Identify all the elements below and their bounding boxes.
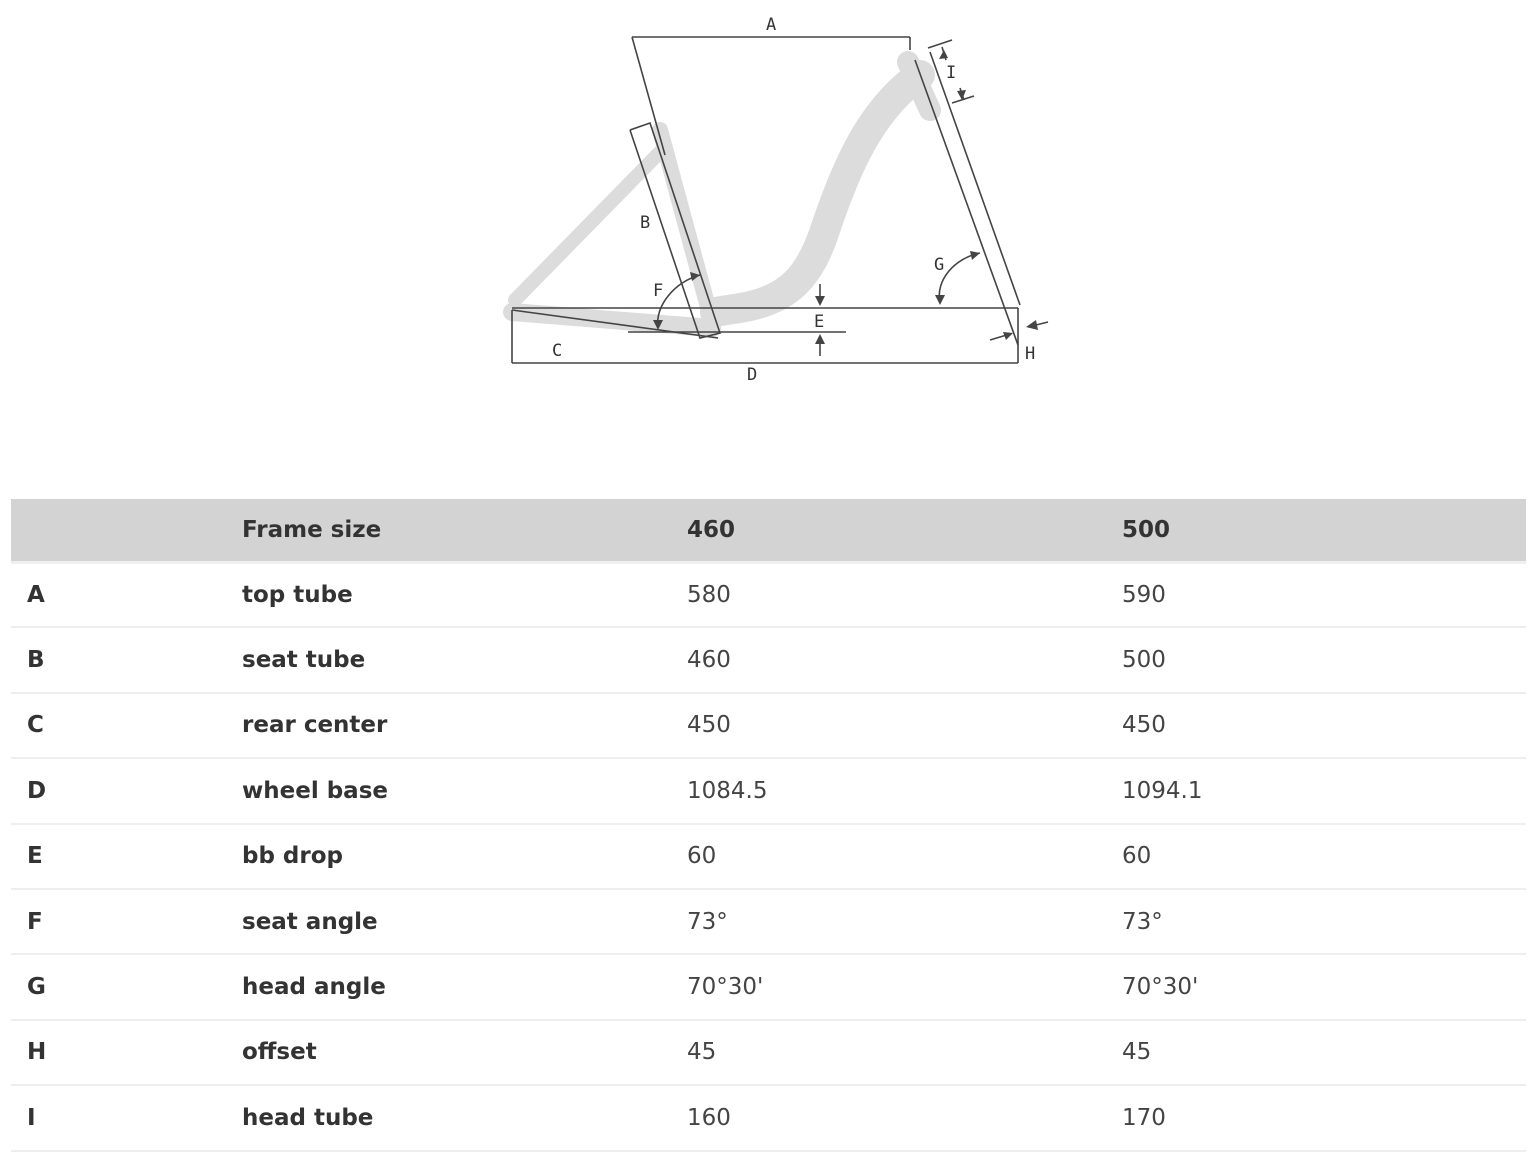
diagram-label-g: G <box>934 255 945 275</box>
row-value-500: 73° <box>1106 889 1526 954</box>
row-name: bb drop <box>226 824 671 889</box>
row-value-460: 580 <box>671 562 1106 627</box>
row-value-460: 70°30' <box>671 954 1106 1019</box>
diagram-label-a: A <box>766 15 777 35</box>
row-value-460: 160 <box>671 1085 1106 1150</box>
geometry-table <box>11 499 1526 1152</box>
row-name: top tube <box>226 562 671 627</box>
row-key: G <box>11 954 226 1019</box>
row-name: head angle <box>226 954 671 1019</box>
table-row <box>11 562 1526 627</box>
frame-silhouette <box>512 62 930 328</box>
row-value-500: 590 <box>1106 562 1526 627</box>
row-key: E <box>11 824 226 889</box>
row-key: I <box>11 1085 226 1150</box>
seat-tube-shape <box>660 130 712 322</box>
row-value-500: 45 <box>1106 1020 1526 1085</box>
header-size-460: 460 <box>671 499 1106 562</box>
diagram-label-d: D <box>747 365 758 385</box>
row-value-460: 60 <box>671 824 1106 889</box>
diagram-label-c: C <box>552 341 563 361</box>
row-value-460: 450 <box>671 693 1106 758</box>
diagram-label-b: B <box>640 213 651 233</box>
row-key: C <box>11 693 226 758</box>
diagram-label-e: E <box>814 312 825 332</box>
row-key: B <box>11 627 226 692</box>
row-key: F <box>11 889 226 954</box>
table-row <box>11 1020 1526 1085</box>
row-value-500: 450 <box>1106 693 1526 758</box>
row-value-500: 60 <box>1106 824 1526 889</box>
diagram-label-f: F <box>653 281 664 301</box>
row-name: wheel base <box>226 758 671 823</box>
diagram-label-h: H <box>1025 344 1036 364</box>
diagram-label-i: I <box>946 63 957 83</box>
table-row <box>11 824 1526 889</box>
header-size-500: 500 <box>1106 499 1526 562</box>
frame-geometry-svg <box>0 0 1540 420</box>
row-value-500: 170 <box>1106 1085 1526 1150</box>
row-key: A <box>11 562 226 627</box>
table-row <box>11 889 1526 954</box>
row-value-500: 500 <box>1106 627 1526 692</box>
row-value-460: 73° <box>671 889 1106 954</box>
row-name: head tube <box>226 1085 671 1150</box>
frame-geometry-diagram <box>0 0 1540 420</box>
header-frame-size: Frame size <box>226 499 671 562</box>
row-value-460: 45 <box>671 1020 1106 1085</box>
header-key <box>11 499 226 562</box>
row-value-460: 1084.5 <box>671 758 1106 823</box>
table-row <box>11 693 1526 758</box>
row-name: seat angle <box>226 889 671 954</box>
table-row <box>11 758 1526 823</box>
row-key: D <box>11 758 226 823</box>
table-header-row <box>11 499 1526 562</box>
row-value-500: 70°30' <box>1106 954 1526 1019</box>
table-row <box>11 954 1526 1019</box>
table-row <box>11 627 1526 692</box>
row-value-500: 1094.1 <box>1106 758 1526 823</box>
down-tube-shape <box>715 75 920 312</box>
row-key: H <box>11 1020 226 1085</box>
row-value-460: 460 <box>671 627 1106 692</box>
row-name: offset <box>226 1020 671 1085</box>
row-name: seat tube <box>226 627 671 692</box>
row-name: rear center <box>226 693 671 758</box>
